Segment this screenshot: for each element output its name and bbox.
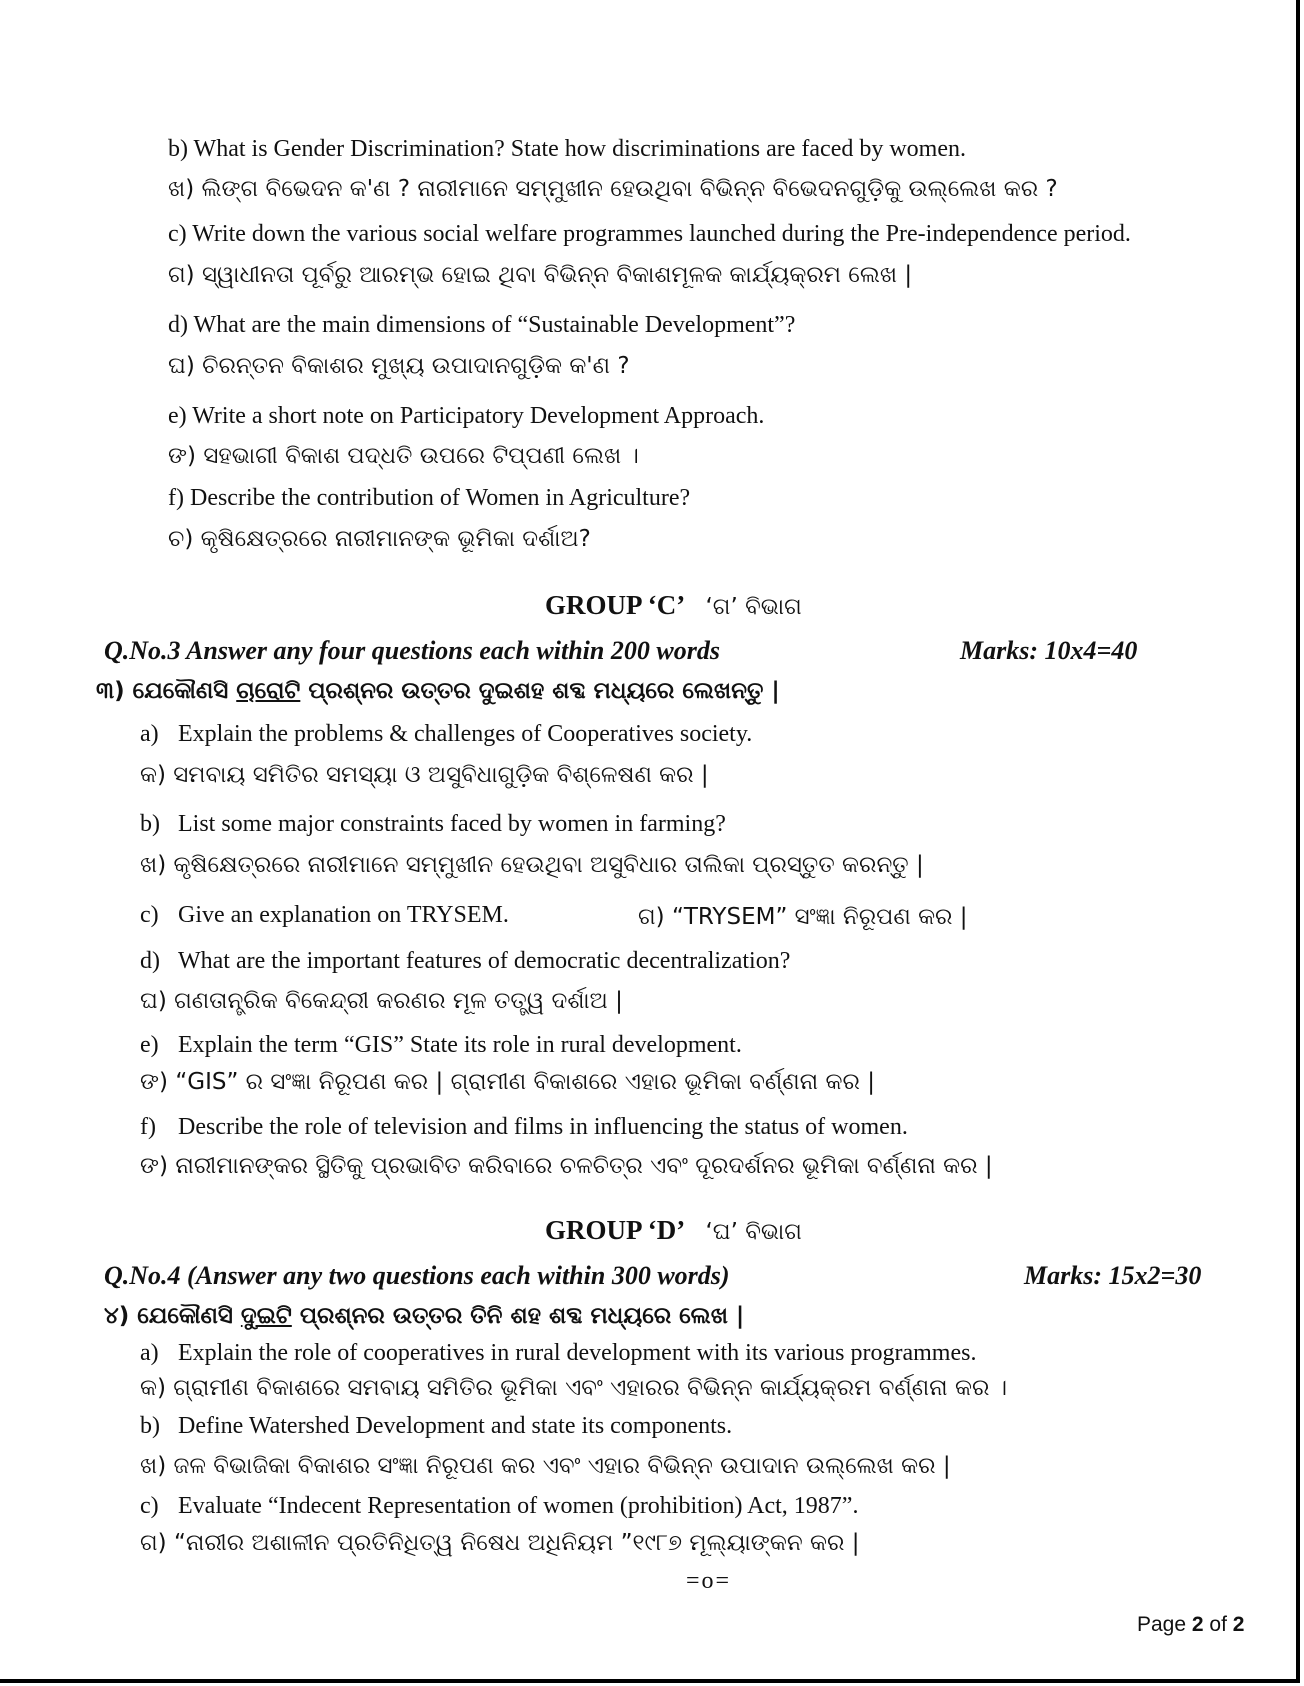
item-text: List some major constraints faced by women in farming? [178,811,726,837]
question-3-instruction-od [96,678,780,704]
question-2c-en: c) Write down the various social welfare programmes launched during the Pre-independence period. [168,221,1131,247]
item-text: Explain the problems & challenges of Cooperatives society. [178,721,753,747]
question-3c-od: ଗ) “TRYSEM” ସଂଜ୍ଞା ନିରୂପଣ କର | [638,904,968,930]
question-3f-od: ଙ) ନାରୀମାନଙ୍କର ସ୍ଥିତିକୁ ପ୍ରଭାବିତ କରିବାରେ ଚଳଚିତ୍ର ଏବଂ ଦୂରଦର୍ଶନର ଭୂମିକା ବର୍ଣ୍ଣନା କର | [140,1153,993,1179]
question-2f-en: f) Describe the contribution of Women in Agriculture? [168,485,691,511]
item-text: What are the important features of democratic decentralization? [178,948,791,974]
question-2b-en: b) What is Gender Discrimination? State how discriminations are faced by women. [168,136,966,162]
item-text: Explain the role of cooperatives in rural development with its various programmes. [178,1340,977,1366]
footer-current: 2 [1191,1613,1204,1636]
question-2e-en: e) Write a short note on Participatory Development Approach. [168,403,765,429]
question-4-label: Q.No.4 (Answer any two questions each within 300 words) [104,1261,730,1290]
item-label: c) [140,1493,159,1519]
question-2d-en: d) What are the main dimensions of “Sustainable Development”? [168,312,796,338]
item-label: a) [140,721,159,747]
item-label: a) [140,1340,159,1366]
item-text: Give an explanation on TRYSEM. [178,902,509,928]
question-4b-od: ଖ) ଜଳ ବିଭାଜିକା ବିକାଶର ସଂଜ୍ଞା ନିରୂପଣ କର ଏବଂ ଏହାର ବିଭିନ୍ନ ଉପାଦାନ ଉଲ୍ଲେଖ କର | [140,1453,951,1479]
group-d-title-od: ‘ଘ’ ବିଭାଗ [705,1219,802,1245]
group-d-heading [545,1215,802,1246]
end-mark: =o= [686,1568,732,1594]
item-label: b) [140,1413,160,1439]
item-label: e) [140,1032,159,1058]
question-4b-en [140,1413,732,1440]
footer-prefix: Page [1137,1613,1192,1636]
group-c-title-en: GROUP ‘C’ [545,590,686,620]
item-label: b) [140,811,160,837]
instr-suffix: ପ୍ରଶ୍ନର ଉତ୍ତର ତିନି ଶହ ଶବ୍ଦ ମଧ୍ୟରେ ଲେଖ | [291,1303,745,1329]
question-4c-od: ଗ) “ନାରୀର ଅଶାଳୀନ ପ୍ରତିନିଧିତ୍ୱ ନିଷେଧ ଅଧିନିୟମ ”୧୯୮୭ ମୂଲ୍ୟାଙ୍କନ କର | [140,1530,860,1556]
question-2f-od: ଚ) କୃଷିକ୍ଷେତ୍ରରେ ନାରୀମାନଙ୍କ ଭୂମିକା ଦର୍ଶାଅ? [168,526,591,552]
instr-suffix: ପ୍ରଶ୍ନର ଉତ୍ତର ଦୁଇଶହ ଶବ୍ଦ ମଧ୍ୟରେ ଲେଖନ୍ତୁ | [300,678,780,704]
question-3-label: Q.No.3 Answer any four questions each within 200 words [104,636,720,665]
question-3b-en [140,811,726,838]
page-number [1137,1613,1244,1637]
group-d-title-en: GROUP ‘D’ [545,1215,686,1245]
item-label: c) [140,902,159,928]
item-text: Define Watershed Development and state its components. [178,1413,733,1439]
group-c-heading [545,590,802,621]
question-4-instruction-od [104,1303,744,1329]
question-3c-en [140,902,509,929]
instr-underlined: ଚାରୋଟି [236,678,301,704]
question-3b-od: ଖ) କୃଷିକ୍ଷେତ୍ରରେ ନାରୀମାନେ ସମ୍ମୁଖୀନ ହେଉଥିବା ଅସୁବିଧାର ତାଲିକା ପ୍ରସ୍ତୁତ କରନ୍ତୁ | [140,852,924,878]
question-2d-od: ଘ) ଚିରନ୍ତନ ବିକାଶର ମୁଖ୍ୟ ଉପାଦାନଗୁଡ଼ିକ କ'ଣ ? [168,353,630,379]
item-text: Describe the role of television and films in influencing the status of women. [178,1114,908,1140]
question-4c-en [140,1493,858,1520]
question-3e-od: ଙ) “GIS” ର ସଂଜ୍ଞା ନିରୂପଣ କର | ଗ୍ରାମୀଣ ବିକାଶରେ ଏହାର ଭୂମିକା ବର୍ଣ୍ଣନା କର | [140,1069,875,1095]
instr-prefix: ୩) ଯେକୌଣସି [96,678,237,704]
question-2b-od: ଖ) ଲିଙ୍ଗ ବିଭେଦନ କ'ଣ ? ନାରୀମାନେ ସମ୍ମୁଖୀନ ହେଉଥିବା ବିଭିନ୍ନ ବିଭେଦନଗୁଡ଼ିକୁ ଉଲ୍ଲେଖ କର ? [168,176,1058,202]
question-3a-od: କ) ସମବାୟ ସମିତିର ସମସ୍ୟା ଓ ଅସୁବିଧାଗୁଡ଼ିକ ବିଶ୍ଳେଷଣ କର | [140,762,709,788]
question-4a-od: କ) ଗ୍ରାମୀଣ ବିକାଶରେ ସମବାୟ ସମିତିର ଭୂମିକା ଏବଂ ଏହାରର ବିଭିନ୍ନ କାର୍ଯ୍ୟକ୍ରମ ବର୍ଣ୍ଣନା କର । [140,1375,1008,1401]
question-3d-en [140,948,790,975]
question-3a-en [140,721,752,748]
item-label: d) [140,948,160,974]
question-4a-en [140,1340,976,1367]
instr-prefix: ୪) ଯେକୌଣସି [104,1303,241,1329]
question-3f-en [140,1114,908,1141]
footer-total: 2 [1232,1613,1245,1636]
item-text: Explain the term “GIS” State its role in rural development. [178,1032,742,1058]
question-2c-od: ଗ) ସ୍ୱାଧୀନତା ପୂର୍ବରୁ ଆରମ୍ଭ ହୋଇ ଥିବା ବିଭିନ୍ନ ବିକାଶମୂଳକ କାର୍ଯ୍ୟକ୍ରମ ଲେଖ | [168,262,913,288]
question-4-marks: Marks: 15x2=30 [1024,1261,1202,1290]
instr-underlined: ଦୁଇଟି [240,1303,292,1329]
question-3d-od: ଘ) ଗଣତାନ୍ତ୍ରିକ ବିକେନ୍ଦ୍ରୀ କରଣର ମୂଳ ତତ୍ତ୍ୱ ଦର୍ଶାଅ | [140,988,623,1014]
item-text: Evaluate “Indecent Representation of women (prohibition) Act, 1987”. [178,1493,859,1519]
question-3e-en [140,1032,742,1059]
footer-middle: of [1203,1613,1233,1636]
question-3-marks: Marks: 10x4=40 [960,636,1138,665]
group-c-title-od: ‘ଗ’ ବିଭାଗ [705,594,802,620]
question-2e-od: ଙ) ସହଭାଗୀ ବିକାଶ ପଦ୍ଧତି ଉପରେ ଟିପ୍ପଣୀ ଲେଖ । [168,443,639,469]
item-label: f) [140,1114,156,1140]
